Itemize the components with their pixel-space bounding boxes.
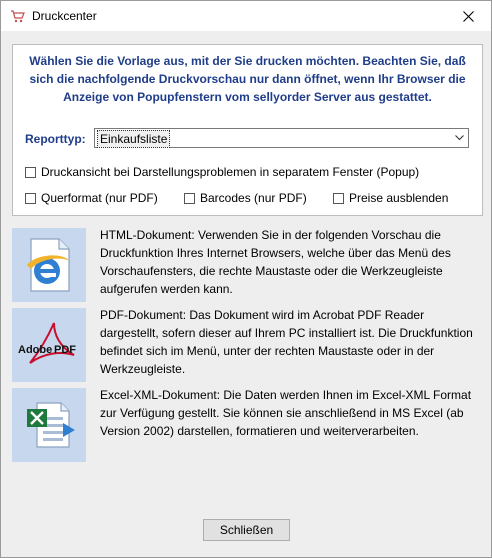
barcodes-checkbox-box[interactable] — [184, 193, 195, 204]
settings-panel — [12, 44, 483, 216]
pdf-document-button[interactable] — [12, 308, 86, 382]
report-type-value: Einkaufsliste — [97, 130, 170, 148]
adobe-pdf-icon — [16, 317, 82, 373]
svg-text:PDF: PDF — [54, 344, 76, 356]
intro-text: Wählen Sie die Vorlage aus, mit der Sie drucken möchten. Beachten Sie, daß sich die nachfolgende Druckvorschau nur dann öffnet, wenn Ihr Browser die Anzeige von Popupfenstern vom sellyorder Server aus gestattet. — [29, 54, 466, 104]
excel-description: Excel-XML-Dokument: Die Daten werden Ihnen im Excel-XML Format zur Verfügung gestellt. Sie können sie anschließend in MS Excel (ab Version 2002) darstellen, formatieren und weiterverarbeiten. — [100, 388, 472, 438]
app-cart-icon — [10, 9, 25, 23]
window-close-button[interactable] — [445, 1, 491, 31]
html-document-button[interactable] — [12, 228, 86, 302]
html-description: HTML-Dokument: Verwenden Sie in der folgenden Vorschau die Druckfunktion Ihres Internet Browsers, welche über das Menü des Vorschaufensters, die rechte Maustaste oder die Werkzeugleiste aufgerufen werden kann. — [100, 228, 451, 296]
report-type-label: Reporttyp: — [25, 132, 86, 146]
hide-prices-checkbox[interactable] — [333, 191, 448, 205]
chevron-down-icon — [451, 130, 467, 146]
popup-checkbox-label: Druckansicht bei Darstellungsproblemen in separatem Fenster (Popup) — [41, 165, 420, 179]
window-title: Druckcenter — [32, 9, 97, 23]
excel-xml-icon — [21, 397, 77, 453]
close-dialog-button[interactable]: Schließen — [203, 519, 290, 541]
landscape-checkbox-label: Querformat (nur PDF) — [41, 191, 158, 205]
report-type-select[interactable] — [94, 128, 469, 148]
html-ie-icon — [21, 235, 77, 295]
barcodes-checkbox[interactable] — [184, 191, 307, 205]
close-icon — [463, 11, 474, 22]
title-bar[interactable] — [1, 1, 491, 31]
popup-checkbox[interactable] — [25, 165, 419, 179]
popup-checkbox-box[interactable] — [25, 167, 36, 178]
pdf-description: PDF-Dokument: Das Dokument wird im Acrobat PDF Reader dargestellt, sofern dieser auf Ihrem PC installiert ist. Die Druckfunktion befindet sich im Menü, unter der rechten Maustaste oder in der Werkzeugleiste. — [100, 308, 473, 376]
excel-document-button[interactable] — [12, 388, 86, 462]
hide-prices-checkbox-box[interactable] — [333, 193, 344, 204]
landscape-checkbox-box[interactable] — [25, 193, 36, 204]
landscape-checkbox[interactable] — [25, 191, 158, 205]
barcodes-checkbox-label: Barcodes (nur PDF) — [200, 191, 307, 205]
hide-prices-checkbox-label: Preise ausblenden — [349, 191, 449, 205]
svg-text:Adobe: Adobe — [18, 344, 53, 356]
